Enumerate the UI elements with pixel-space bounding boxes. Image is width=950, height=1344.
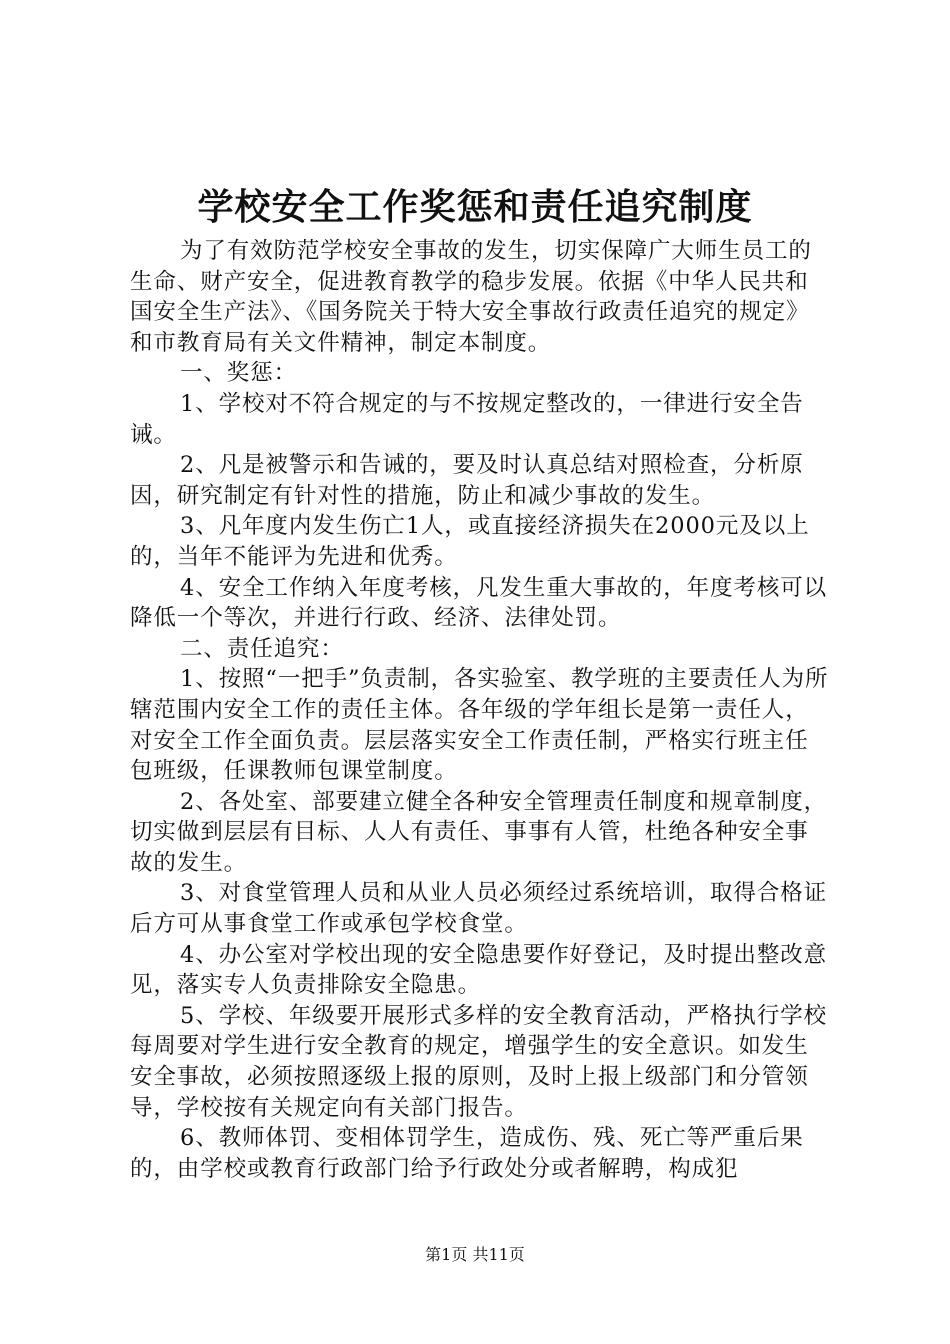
document-title: 学校安全工作奖惩和责任追究制度	[197, 186, 753, 228]
accountability-item-1: 1、按照“一把手”负责制，各实验室、教学班的主要责任人为所辖范围内安全工作的责任主体。各年级的学年组长是第一责任人，对安全工作全面负责。层层落实安全工作责任制，严格实行班主任包班级，任课教师包课堂制度。	[130, 666, 829, 785]
accountability-item-5: 5、学校、年级要开展形式多样的安全教育活动，严格执行学校每周要对学生进行安全教育的规定，增强学生的安全意识。如发生安全事故，必须按照逐级上报的原则，及时上报上级部门和分管领导，学校按有关规定向有关部门报告。	[130, 1002, 828, 1121]
accountability-item-2: 2、各处室、部要建立健全各种安全管理责任制度和规章制度，切实做到层层有目标、人人有责任、事事有人管，杜绝各种安全事故的发生。	[130, 788, 828, 876]
accountability-item-6: 6、教师体罚、变相体罚学生，造成伤、残、死亡等严重后果的，由学校或教育行政部门给予行政处分或者解聘，构成犯	[130, 1125, 804, 1182]
rewards-item-1: 1、学校对不符合规定的与不按规定整改的，一律进行安全告诫。	[130, 390, 804, 448]
section-heading-rewards: 一、奖惩：	[180, 360, 298, 387]
page-number-footer: 第1页 共11页	[425, 1245, 525, 1264]
document-body	[130, 236, 830, 1184]
accountability-item-4: 4、办公室对学校出现的安全隐患要作好登记，及时提出整改意见，落实专人负责排除安全隐患。	[130, 941, 828, 999]
rewards-item-2: 2、凡是被警示和告诫的，要及时认真总结对照检查，分析原因，研究制定有针对性的措施，防止和减少事故的发生。	[130, 452, 804, 509]
intro-paragraph: 为了有效防范学校安全事故的发生，切实保障广大师生员工的生命、财产安全，促进教育教学的稳步发展。依据《中华人民共和国安全生产法》、《国务院关于特大安全事故行政责任追究的规定》和市教育局有关文件精神，制定本制度。	[130, 238, 812, 356]
rewards-item-3: 3、凡年度内发生伤亡1人，或直接经济损失在2000元及以上的，当年不能评为先进和优秀。	[130, 513, 810, 570]
rewards-item-4: 4、安全工作纳入年度考核，凡发生重大事故的，年度考核可以降低一个等次，并进行行政、经济、法律处罚。	[130, 574, 828, 632]
section-heading-accountability: 二、责任追究：	[180, 635, 344, 662]
accountability-item-3: 3、对食堂管理人员和从业人员必须经过系统培训，取得合格证后方可从事食堂工作或承包学校食堂。	[130, 880, 828, 938]
